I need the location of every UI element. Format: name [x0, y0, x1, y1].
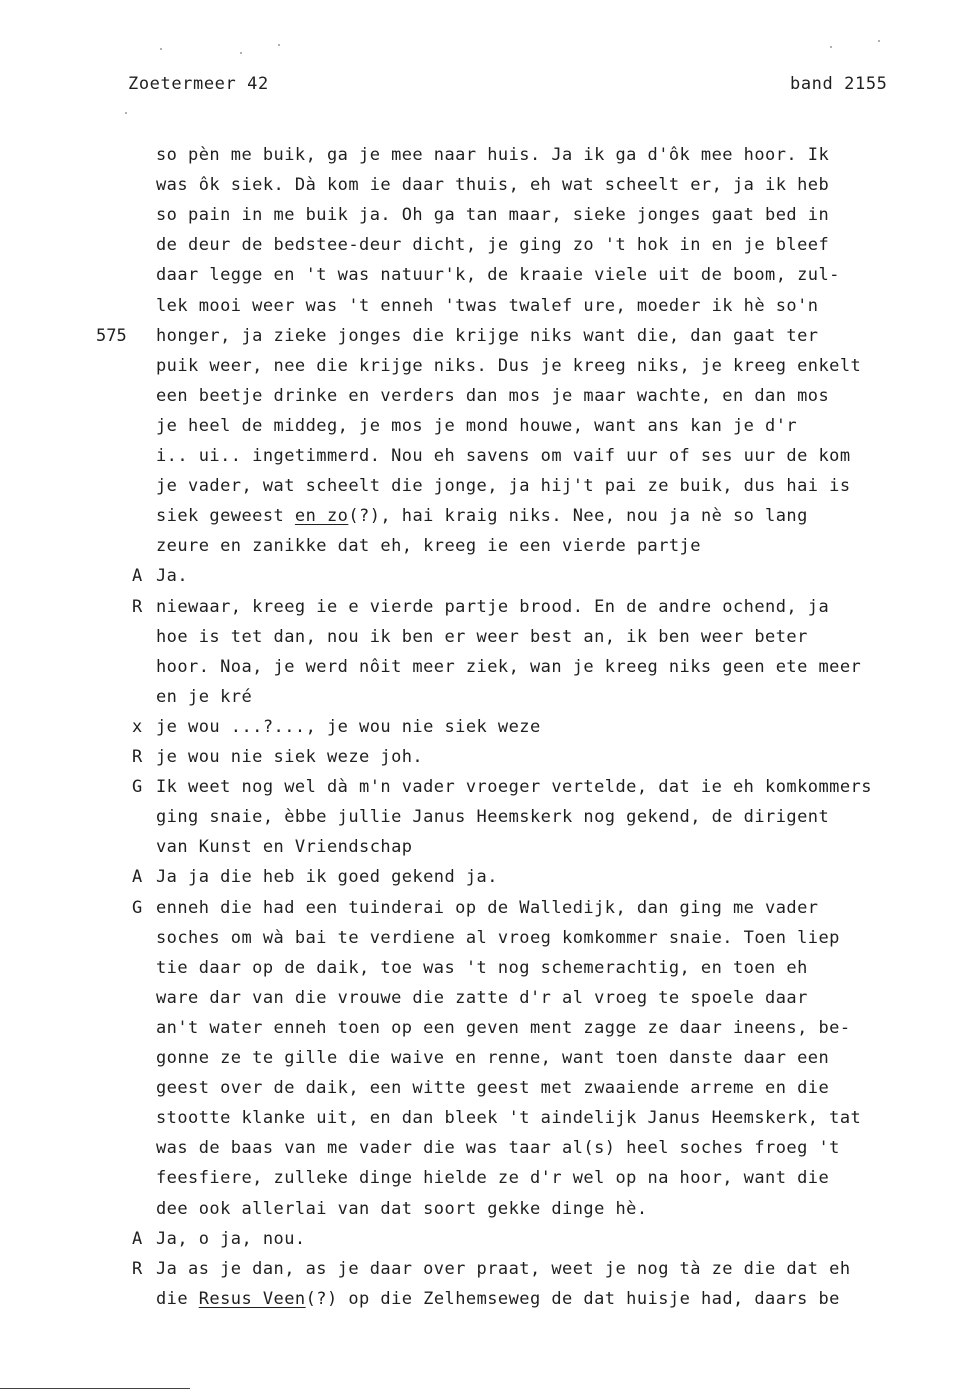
line-text: an't water enneh toen op een geven ment zagge ze daar ineens, be- [156, 1017, 851, 1038]
speaker-tag: A [132, 867, 143, 888]
transcript-line [132, 531, 972, 561]
transcript-line [132, 682, 972, 712]
line-text: i.. ui.. ingetimmerd. Nou eh savens om vaif uur of ses uur de kom [156, 446, 851, 466]
underlined-uncertain-text: Resus Veen [198, 1288, 306, 1309]
line-text-continued: (?) op die Zelhemseweg de dat huisje had, daars be [305, 1288, 840, 1309]
line-text: feesfiere, zulleke dinge hielde ze d'r wel op na hoor, want die [156, 1168, 830, 1189]
line-text: was de baas van me vader die was taar al(s) heel soches froeg 't [156, 1138, 840, 1159]
transcript-line [132, 712, 972, 742]
transcript-line [132, 832, 972, 862]
speaker-tag: A [132, 1228, 143, 1249]
line-text: lek mooi weer was 't enneh 'twas twalef ure, moeder ik hè so'n [156, 295, 819, 316]
margin-line-number: 575 [96, 326, 127, 346]
speaker-tag: R [132, 747, 143, 767]
line-text: honger, ja zieke jonges die krijge niks want die, dan gaat ter [156, 325, 819, 346]
transcript-line [132, 321, 972, 351]
line-text: hoor. Noa, je werd nôit meer ziek, wan je kreeg niks geen ete meer [156, 656, 862, 677]
transcript-line [132, 983, 972, 1013]
speaker-tag: x [132, 716, 143, 737]
line-text: puik weer, nee die krijge niks. Dus je kreeg niks, je kreeg enkelt [156, 355, 862, 376]
line-text: Ja ja die heb ik goed gekend ja. [156, 867, 498, 888]
transcript-line [132, 1194, 972, 1224]
line-text: dee ook allerlai van dat soort gekke dinge hè. [156, 1198, 648, 1219]
line-text: tie daar op de daik, toe was 't nog schemerachtig, en toen eh [156, 957, 808, 978]
transcript-line [132, 953, 972, 983]
line-text: so pain in me buik ja. Oh ga tan maar, sieke jonges gaat bed in [156, 205, 830, 226]
transcript-line [132, 862, 972, 892]
line-text: Ja, o ja, nou. [156, 1228, 306, 1249]
line-text: so pèn me buik, ga je mee naar huis. Ja ik ga d'ôk mee hoor. Ik [156, 145, 830, 165]
line-text: ging snaie, èbbe jullie Janus Heemskerk nog gekend, de dirigent [156, 807, 830, 828]
transcript-line [132, 291, 972, 321]
transcript-line [132, 652, 972, 682]
transcript-line [132, 170, 972, 200]
transcript-line [132, 772, 972, 802]
paper-speck [878, 40, 880, 42]
transcript-line [132, 561, 972, 591]
transcript-line [132, 381, 972, 411]
transcript-line [132, 1284, 972, 1314]
line-text: daar legge en 't was natuur'k, de kraaie viele uit de boom, zul- [156, 265, 840, 286]
transcript-line [132, 1103, 972, 1133]
transcript-line [132, 1163, 972, 1193]
transcript-line [132, 200, 972, 230]
transcript-line [132, 260, 972, 290]
line-text: enneh die had een tuinderai op de Walledijk, dan ging me vader [156, 897, 819, 918]
line-text: je vader, wat scheelt die jonge, ja hij't pai ze buik, dus hai is [156, 476, 851, 497]
line-text: de deur de bedstee-deur dicht, je ging zo 't hok in en je bleef [156, 235, 830, 256]
paper-speck [240, 52, 242, 54]
speaker-tag: G [132, 777, 143, 798]
line-text: Ja as je dan, as je daar over praat, weet je nog tà ze die dat eh [156, 1258, 851, 1279]
transcript-line [132, 411, 972, 441]
line-text: gonne ze te gille die waive en renne, want toen danste daar een [156, 1048, 830, 1068]
transcript-line [132, 1224, 972, 1254]
line-text: niewaar, kreeg ie e vierde partje brood. En de andre ochend, ja [156, 596, 830, 617]
transcript-line [132, 802, 972, 832]
line-text: een beetje drinke en verders dan mos je maar wachte, en dan mos [156, 385, 830, 406]
line-text: soches om wà bai te verdiene al vroeg komkommer snaie. Toen liep [156, 927, 840, 948]
transcript-line [132, 923, 972, 953]
line-text: siek geweest [156, 506, 295, 527]
header-tape-number: band 2155 [790, 74, 888, 94]
transcript-line [132, 351, 972, 381]
line-text: zeure en zanikke dat eh, kreeg ie een vierde partje [156, 536, 701, 557]
transcript-line [132, 471, 972, 501]
transcript-line [132, 1254, 972, 1284]
speaker-tag: G [132, 897, 143, 918]
paper-speck [125, 112, 127, 114]
paper-speck [160, 48, 162, 50]
line-text: je heel de middeg, je mos je mond houwe, want ans kan je d'r [156, 415, 798, 436]
transcript-line [132, 1073, 972, 1103]
line-text: en je kré [156, 686, 253, 707]
line-text: die [156, 1288, 199, 1309]
transcript-line [132, 893, 972, 923]
line-text: geest over de daik, een witte geest met zwaaiende arreme en die [156, 1078, 830, 1099]
transcript-line [132, 1133, 972, 1163]
transcript-line [132, 622, 972, 652]
transcript-line [132, 1013, 972, 1043]
line-text: van Kunst en Vriendschap [156, 837, 413, 858]
line-text: was ôk siek. Dà kom ie daar thuis, eh wat scheelt er, ja ik heb [156, 175, 830, 196]
line-text: hoe is tet dan, nou ik ben er weer best an, ik ben weer beter [156, 626, 808, 647]
line-text: ware dar van die vrouwe die zatte d'r al vroeg te spoele daar [156, 987, 808, 1008]
transcript-line [132, 501, 972, 531]
line-text: je wou ...?..., je wou nie siek weze [156, 716, 541, 737]
transcript-line [132, 230, 972, 260]
transcript-line [132, 592, 972, 622]
line-text-continued: (?), hai kraig niks. Nee, nou ja nè so lang [348, 506, 808, 527]
transcript-line [132, 1043, 972, 1073]
line-text: je wou nie siek weze joh. [156, 747, 424, 767]
paper-speck [830, 46, 832, 48]
paper-speck [278, 44, 280, 46]
line-text: Ja. [156, 566, 189, 587]
footnote-rule [0, 1388, 190, 1389]
speaker-tag: R [132, 596, 143, 617]
speaker-tag: A [132, 566, 143, 587]
speaker-tag: R [132, 1258, 143, 1279]
transcript-line [132, 742, 972, 772]
transcript-line [132, 140, 972, 170]
header-location: Zoetermeer 42 [128, 74, 269, 94]
line-text: Ik weet nog wel dà m'n vader vroeger vertelde, dat ie eh komkommers [156, 777, 872, 798]
line-text: stootte klanke uit, en dan bleek 't aindelijk Janus Heemskerk, tat [156, 1108, 862, 1129]
transcript-line [132, 441, 972, 471]
underlined-uncertain-text: en zo [294, 506, 349, 527]
